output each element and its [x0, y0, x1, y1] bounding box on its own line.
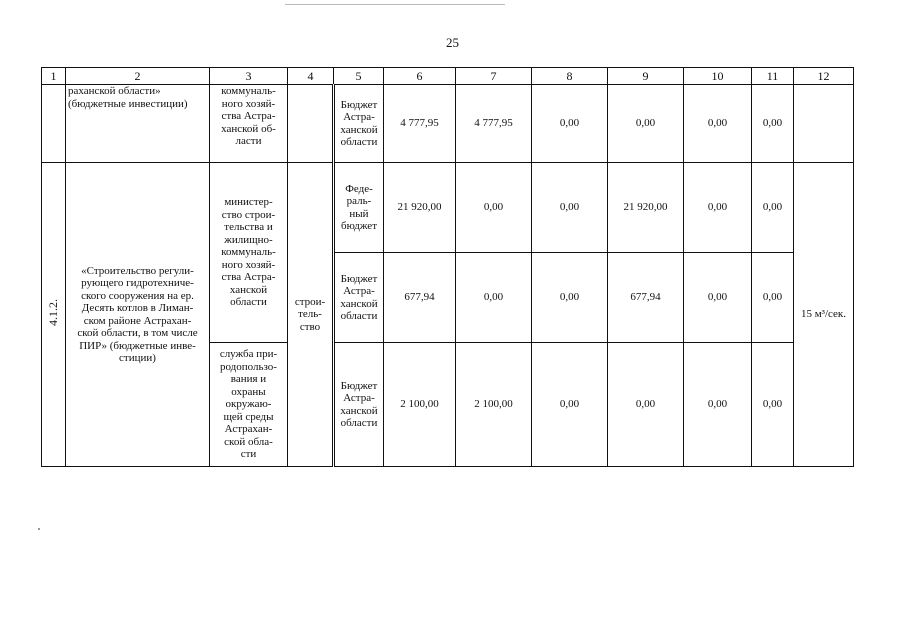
col-header-3: 3: [210, 68, 288, 85]
value-col-9: 0,00: [608, 85, 684, 163]
project-name: «Строительство регули- рующего гидротехниче- ского сооружения на ер. Десять котлов в Лиман- ском районе Астрахан- ской области, в том числе ПИР» (бюджетные инве- стиции): [66, 163, 210, 467]
funding-source: Бюджет Астра- ханской области: [334, 85, 384, 163]
value-col-7: 0,00: [456, 163, 532, 253]
value-col-7: 2 100,00: [456, 343, 532, 467]
value-col-11: 0,00: [752, 343, 794, 467]
item-number-cell: [42, 163, 66, 467]
value-col-6: 677,94: [384, 253, 456, 343]
work-type: строи- тель- ство: [288, 163, 334, 467]
col-header-2: 2: [66, 68, 210, 85]
value-col-11: 0,00: [752, 253, 794, 343]
table-row: [42, 85, 854, 163]
type-cell: [288, 85, 334, 163]
row-number-cell: [42, 85, 66, 163]
project-name-continued: раханской области» (бюджетные инвестиции): [66, 85, 210, 163]
value-col-9: 21 920,00: [608, 163, 684, 253]
value-col-10: 0,00: [684, 85, 752, 163]
value-col-6: 4 777,95: [384, 85, 456, 163]
value-col-9: 677,94: [608, 253, 684, 343]
table-row: [42, 163, 854, 253]
col-header-7: 7: [456, 68, 532, 85]
funding-source: Феде- раль- ный бюджет: [334, 163, 384, 253]
value-col-8: 0,00: [532, 253, 608, 343]
col-header-11: 11: [752, 68, 794, 85]
value-col-10: 0,00: [684, 343, 752, 467]
value-col-10: 0,00: [684, 163, 752, 253]
capacity-cell: [794, 85, 854, 163]
value-col-6: 2 100,00: [384, 343, 456, 467]
value-col-6: 21 920,00: [384, 163, 456, 253]
item-number: 4.1.2.: [46, 299, 61, 327]
col-header-4: 4: [288, 68, 334, 85]
col-header-12: 12: [794, 68, 854, 85]
budget-table: [41, 67, 854, 467]
value-col-11: 0,00: [752, 163, 794, 253]
scan-speck: [38, 528, 40, 530]
value-col-11: 0,00: [752, 85, 794, 163]
header-row: [42, 68, 854, 85]
col-header-6: 6: [384, 68, 456, 85]
capacity-value: 15 м³/сек.: [794, 163, 854, 467]
col-header-8: 8: [532, 68, 608, 85]
value-col-9: 0,00: [608, 343, 684, 467]
value-col-7: 4 777,95: [456, 85, 532, 163]
top-rule: [285, 4, 505, 5]
value-col-8: 0,00: [532, 343, 608, 467]
funding-source: Бюджет Астра- ханской области: [334, 343, 384, 467]
value-col-8: 0,00: [532, 163, 608, 253]
col-header-10: 10: [684, 68, 752, 85]
executor-continued: коммуналь- ного хозяй- ства Астра- ханской об- ласти: [210, 85, 288, 163]
value-col-10: 0,00: [684, 253, 752, 343]
col-header-5: 5: [334, 68, 384, 85]
col-header-9: 9: [608, 68, 684, 85]
value-col-8: 0,00: [532, 85, 608, 163]
page-number: 25: [446, 35, 459, 50]
executor-ministry: министер- ство строи- тельства и жилищно- коммуналь- ного хозяй- ства Астра- ханской области: [210, 163, 288, 343]
value-col-7: 0,00: [456, 253, 532, 343]
col-header-1: 1: [42, 68, 66, 85]
funding-source: Бюджет Астра- ханской области: [334, 253, 384, 343]
executor-nature-service: служба при- родопользо- вания и охраны окружаю- щей среды Астрахан- ской обла- сти: [210, 343, 288, 467]
